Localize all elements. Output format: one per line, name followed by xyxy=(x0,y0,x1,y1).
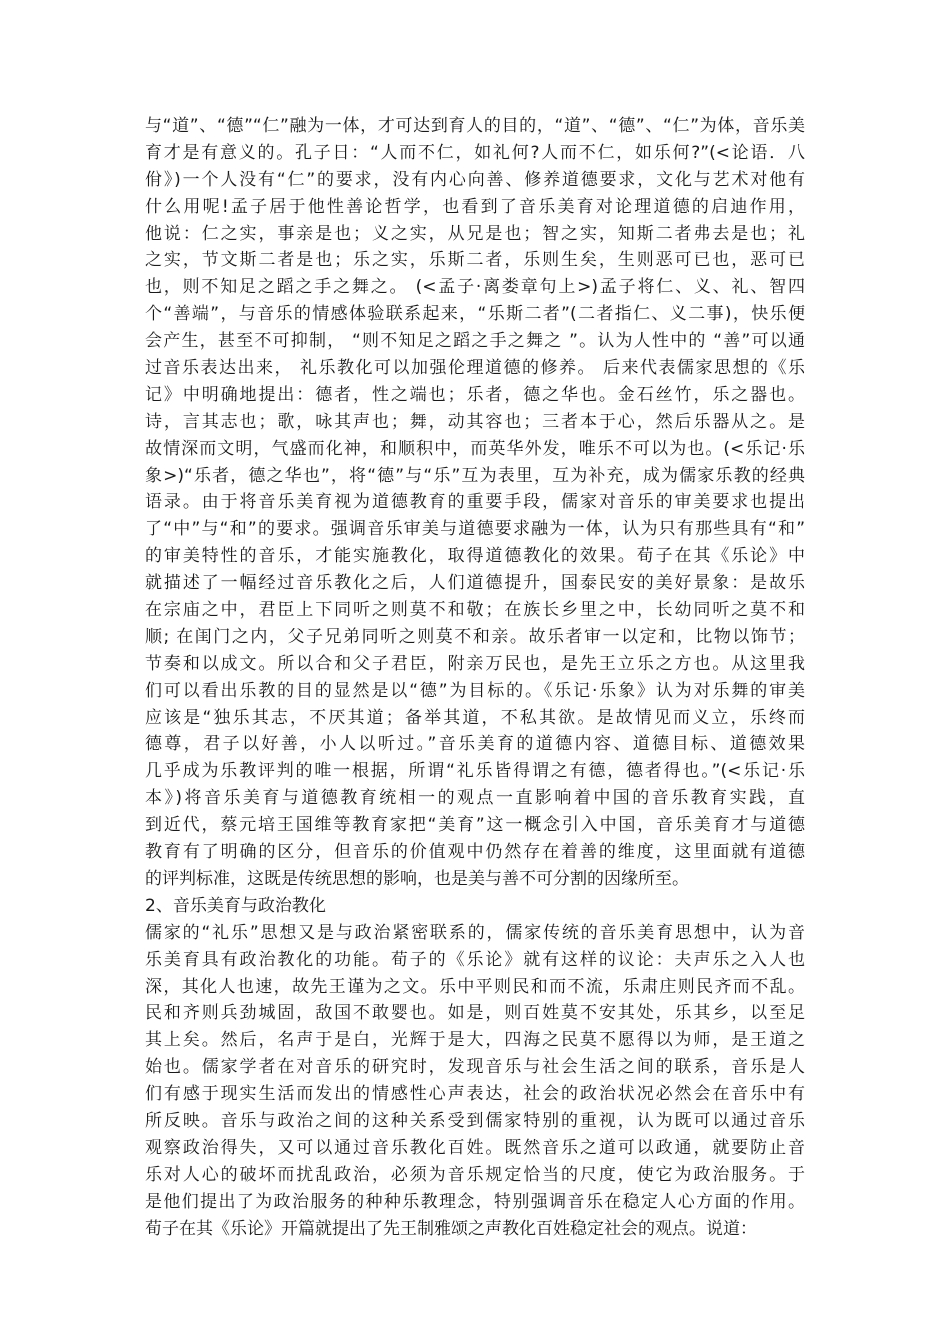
text-line: 们有感于现实生活而发出的情感性心声表达，社会的政治状况必然会在音乐中有 xyxy=(145,1084,805,1105)
text-line: 了“中”与“和”的要求。强调音乐审美与道德要求融为一体，认为只有那些具有“和” xyxy=(145,519,805,540)
text-line: 他说：仁之实，事亲是也；义之实，从兄是也；智之实，知斯二者弗去是也；礼 xyxy=(145,223,805,244)
text-line: 个“善端”，与音乐的情感体验联系起来，“乐斯二者”(二者指仁、义二事)，快乐便 xyxy=(145,304,805,325)
text-line: 过音乐表达出来， 礼乐教化可以加强伦理道德的修养。 后来代表儒家思想的《乐 xyxy=(145,358,805,379)
text-line: 育才是有意义的。孔子日：“人而不仁，如礼何?人而不仁，如乐何?”(<论语．八 xyxy=(145,142,805,163)
text-line: 节奏和以成文。所以合和父子君臣，附亲万民也，是先王立乐之方也。从这里我 xyxy=(145,653,805,674)
text-line: 诗，言其志也；歌，咏其声也；舞，动其容也；三者本于心，然后乐器从之。是 xyxy=(145,411,805,432)
text-line: 记》中明确地提出：德者，性之端也；乐者，德之华也。金石丝竹，乐之器也。 xyxy=(145,384,805,405)
text-line: 什么用呢!孟子居于他性善论哲学，也看到了音乐美育对论理道德的启迪作用， xyxy=(145,196,805,217)
section-heading: 2、音乐美育与政治教化 xyxy=(145,895,326,916)
text-line: 会产生，甚至不可抑制， “则不知足之蹈之手之舞之 ”。认为人性中的 “善”可以通 xyxy=(145,331,805,352)
text-line: 到近代，蔡元培王国维等教育家把“美育”这一概念引入中国，音乐美育才与道德 xyxy=(145,815,805,836)
text-line: 民和齐则兵劲城固，敌国不敢婴也。如是，则百姓莫不安其处，乐其乡，以至足 xyxy=(145,1003,805,1024)
text-line: 们可以看出乐教的目的显然是以“德”为目标的。《乐记·乐象》认为对乐舞的审美 xyxy=(145,680,805,701)
text-line: 佾》)一个人没有“仁”的要求，没有内心向善、修养道德要求，文化与艺术对他有 xyxy=(145,169,805,190)
text-line: 始也。儒家学者在对音乐的研究时，发现音乐与社会生活之间的联系，音乐是人 xyxy=(145,1057,805,1078)
text-line: 之实，节文斯二者是也；乐之实，乐斯二者，乐则生矣，生则恶可已也，恶可已 xyxy=(145,250,805,271)
text-line: 故情深而文明，气盛而化神，和顺积中，而英华外发，唯乐不可以为也。(<乐记·乐 xyxy=(145,438,805,459)
text-line: 就描述了一幅经过音乐教化之后，人们道德提升，国泰民安的美好景象：是故乐 xyxy=(145,573,805,594)
text-line: 在宗庙之中，君臣上下同听之则莫不和敬；在族长乡里之中，长幼同听之莫不和 xyxy=(145,600,805,621)
text-line: 本》)将音乐美育与道德教育统相一的观点一直影响着中国的音乐教育实践，直 xyxy=(145,788,805,809)
text-line: 荀子在其《乐论》开篇就提出了先王制雅颂之声教化百姓稳定社会的观点。说道： xyxy=(145,1218,757,1239)
text-line: 深，其化人也速，故先王谨为之文。乐中平则民和而不流，乐肃庄则民齐而不乱。 xyxy=(145,976,805,997)
text-line: 语录。由于将音乐美育视为道德教育的重要手段，儒家对音乐的审美要求也提出 xyxy=(145,492,805,513)
text-line: 德尊，君子以好善，小人以听过。”音乐美育的道德内容、道德目标、道德效果 xyxy=(145,734,805,755)
text-line: 的评判标准，这既是传统思想的影响，也是美与善不可分割的因缘所至。 xyxy=(145,868,689,889)
text-line: 应该是“独乐其志，不厌其道；备举其道，不私其欲。是故情见而义立，乐终而 xyxy=(145,707,805,728)
text-line: 是他们提出了为政治服务的种种乐教理念，特别强调音乐在稳定人心方面的作用。 xyxy=(145,1191,805,1212)
text-line: 与“道”、“德”“仁”融为一体，才可达到育人的目的，“道”、“德”、“仁”为体，音乐美 xyxy=(145,116,805,136)
text-line: 观察政治得失，又可以通过音乐教化百姓。既然音乐之道可以政通，就要防止音 xyxy=(145,1137,805,1158)
text-line: 其上矣。然后，名声于是白，光辉于是大，四海之民莫不愿得以为师，是王道之 xyxy=(145,1030,805,1051)
text-line: 教育有了明确的区分，但音乐的价值观中仍然存在着善的维度，这里面就有道德 xyxy=(145,842,805,863)
body-text xyxy=(145,113,805,1242)
text-line: 儒家的“礼乐”思想又是与政治紧密联系的，儒家传统的音乐美育思想中，认为音 xyxy=(145,922,805,943)
text-line: 几乎成为乐教评判的唯一根据，所谓“礼乐皆得谓之有德，德者得也。”(<乐记·乐 xyxy=(145,761,805,782)
text-line: 象>)“乐者，德之华也”，将“德”与“乐”互为表里，互为补充，成为儒家乐教的经典 xyxy=(145,465,805,486)
text-line: 的审美特性的音乐，才能实施教化，取得道德教化的效果。荀子在其《乐论》中 xyxy=(145,546,805,567)
text-line: 顺; 在闺门之内，父子兄弟同听之则莫不和亲。故乐者审一以定和，比物以饰节； xyxy=(145,626,805,647)
text-line: 也，则不知足之蹈之手之舞之。 (<孟子·离娄章句上>)孟子将仁、义、礼、智四 xyxy=(145,277,805,298)
text-line: 所反映。音乐与政治之间的这种关系受到儒家特别的重视，认为既可以通过音乐 xyxy=(145,1110,805,1131)
text-line: 乐美育具有政治教化的功能。荀子的《乐论》就有这样的议论：夫声乐之入人也 xyxy=(145,949,805,970)
text-line: 乐对人心的破坏而扰乱政治，必须为音乐规定恰当的尺度，使它为政治服务。于 xyxy=(145,1164,805,1185)
